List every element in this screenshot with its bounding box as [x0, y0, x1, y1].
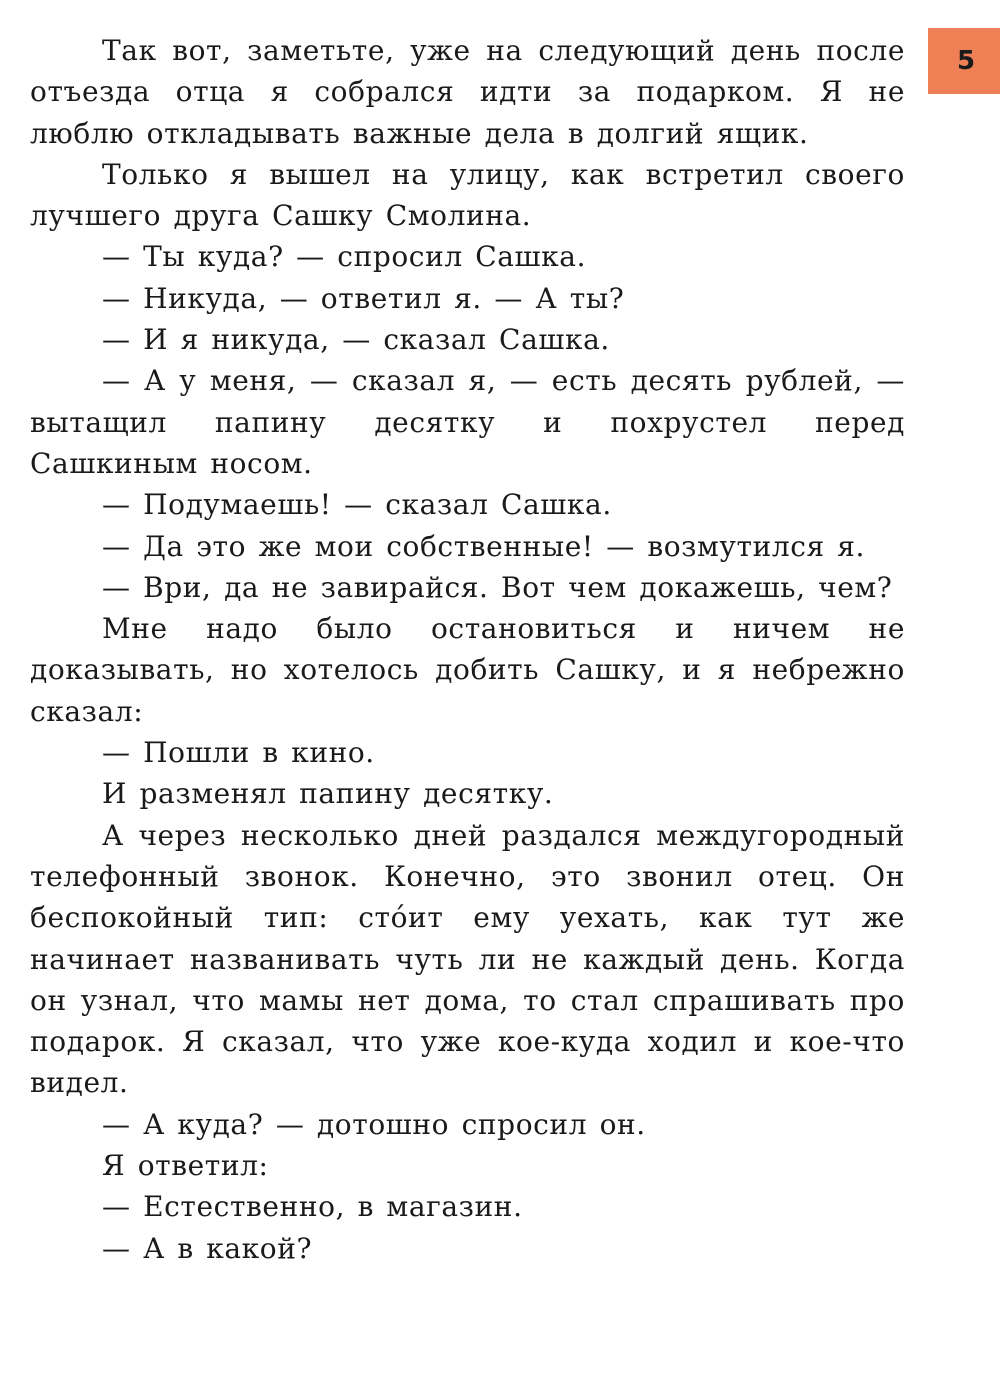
- paragraph: — Пошли в кино.: [102, 736, 375, 770]
- paragraph: И разменял папину десятку.: [102, 777, 554, 811]
- paragraph: А через несколько дней раздался междугородный телефонный звонок. Конечно, это звонил отец. Он беспокойный тип: сто́ит ему уехать, как тут же начинает названивать чуть ли не каждый день. Когда он узнал, что мамы нет дома, то стал спрашивать про подарок. Я сказал, что уже кое-куда ходил и кое-что видел.: [30, 818, 905, 1100]
- paragraph: — А куда? — дотошно спросил он.: [102, 1107, 646, 1141]
- paragraph: Я ответил:: [102, 1149, 269, 1183]
- paragraph: — Подумаешь! — сказал Сашка.: [102, 488, 612, 522]
- paragraph: — Ты куда? — спросил Сашка.: [102, 240, 587, 274]
- paragraph: — Ври, да не завирайся. Вот чем докажешь, чем?: [102, 570, 893, 604]
- paragraph: Так вот, заметьте, уже на следующий день после отъезда отца я собрался идти за подарком. Я не люблю откладывать важные дела в долгий ящик.: [30, 34, 905, 150]
- story-text: [30, 30, 905, 1269]
- paragraph: — А в какой?: [102, 1231, 313, 1265]
- paragraph: — И я никуда, — сказал Сашка.: [102, 323, 610, 357]
- paragraph: Только я вышел на улицу, как встретил своего лучшего друга Сашку Смолина.: [30, 157, 905, 233]
- paragraph: Мне надо было остановиться и ничем не доказывать, но хотелось добить Сашку, и я небрежно сказал:: [30, 612, 905, 728]
- paragraph: — Да это же мои собственные! — возмутился я.: [102, 529, 866, 563]
- page-number-tab: [928, 28, 1000, 94]
- paragraph: — А у меня, — сказал я, — есть десять рублей, — вытащил папину десятку и похрустел перед Сашкиным носом.: [30, 364, 905, 480]
- page-number: 5: [956, 46, 976, 76]
- paragraph: — Никуда, — ответил я. — А ты?: [102, 281, 625, 315]
- paragraph: — Естественно, в магазин.: [102, 1190, 523, 1224]
